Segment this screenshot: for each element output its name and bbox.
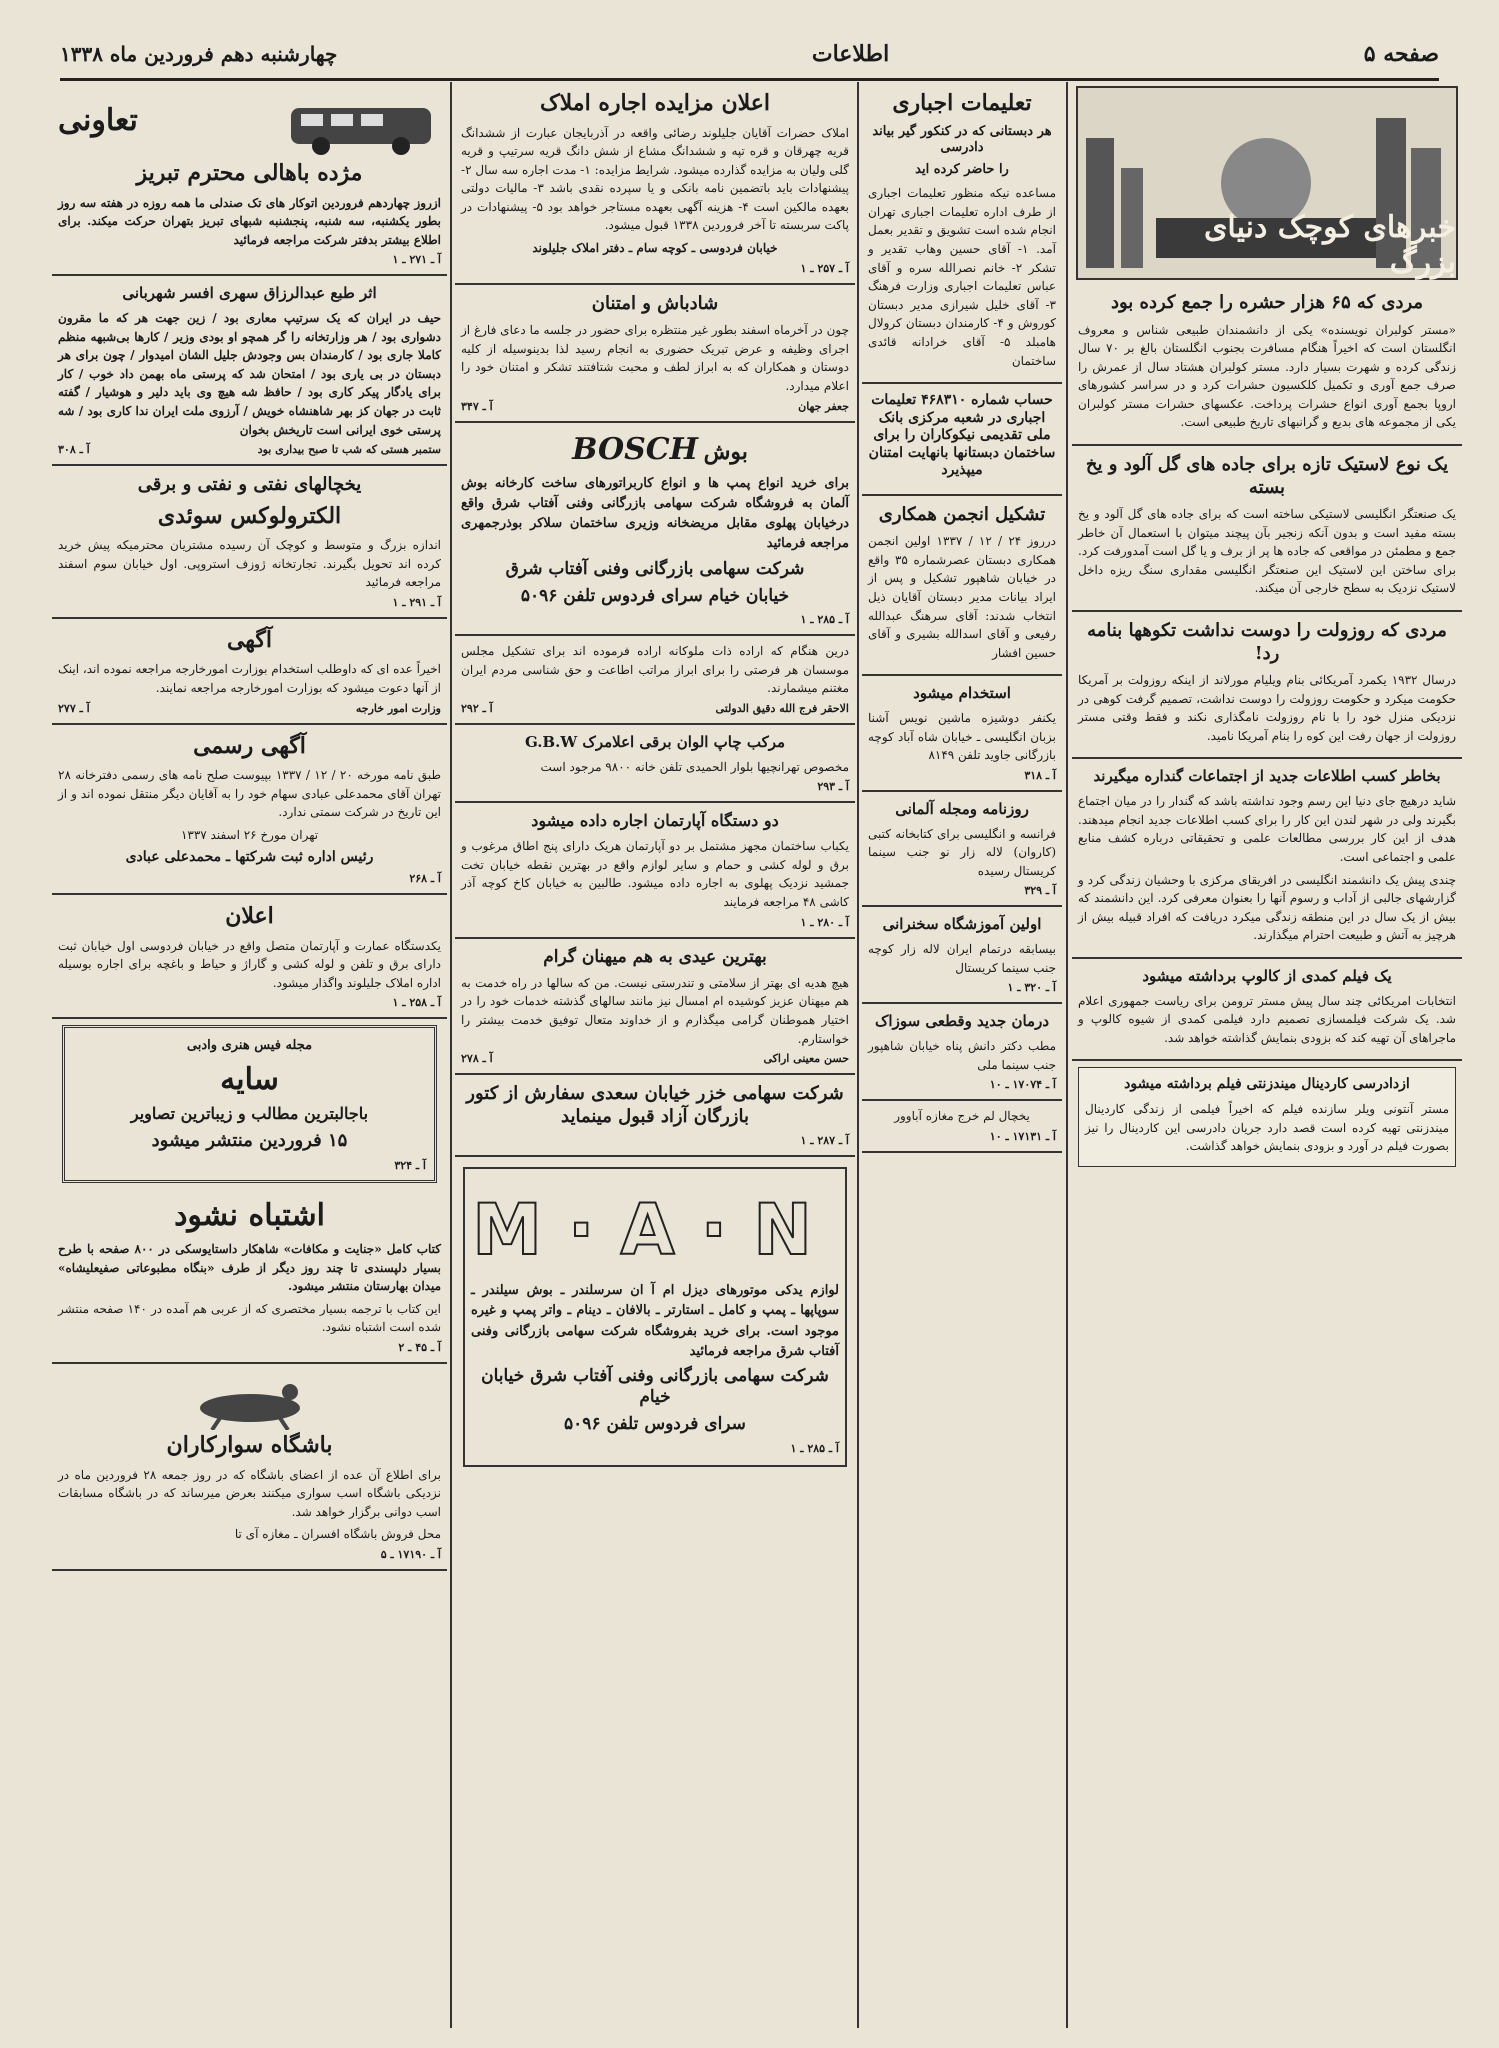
- man-logo: M·A·N: [472, 1189, 838, 1272]
- ad-headline: اولین آموزشگاه سخنرانی: [882, 915, 1042, 934]
- bank-account-notice: [862, 384, 1062, 496]
- ad-bus-company: [52, 82, 447, 276]
- column-education: [862, 82, 1062, 2028]
- column-news: [1072, 82, 1462, 2028]
- article-body: یک صنعتگر انگلیسی لاستیکی ساخته است که برای جاده های گل آلود و یخ بسته مفید است و بدون آنکه زنجیر بآن پیچند میتوان با استعمال آن خاطر جمع و مطمئن در مواقعی که جاده ها پر از برف و یا گل است آمدورفت کرد. برای ساختن این لاستیک این صنعتگر انگلیسی مقداری سنگ ریزه داخل لاستیک نزدیک به سطح خارجی آن میکند.: [1078, 507, 1456, 596]
- section-body: درروز ۲۴ / ۱۲ / ۱۳۳۷ اولین انجمن همکاری دبستان عصرشماره ۳۵ واقع در خیابان شاهپور تشکیل و پس از ایراد بیانات مدیر دبستان آقایان ذیل انتخاب شدند: آقای سرهنگ عبدالله رفیعی و آقای اسدالله بشیری و آقای حسین افشار: [868, 534, 1057, 660]
- column-ads-center: [455, 82, 855, 2028]
- ad-headline: استخدام میشود: [913, 684, 1011, 703]
- article-headline: بخاطر کسب اطلاعات جدید از اجتماعات گنداره میگیرند: [1093, 767, 1441, 786]
- ad-body: بیسابقه درتمام ایران لاله زار کوچه جنب سینما کریستال: [868, 942, 1056, 975]
- ad-lease-auction: [455, 82, 855, 285]
- ad-code: آ ـ ۳۲۴: [394, 1158, 426, 1172]
- ad-headline: اشتباه نشود: [174, 1197, 325, 1233]
- ad-foreign-ministry: [52, 619, 447, 725]
- ad-code: آ ـ ۲۸۵ ـ ۱: [800, 613, 849, 627]
- ad-bosch: [455, 423, 855, 637]
- ad-footer: خیابان فردوسی ـ کوچه سام ـ دفتر املاک جلیلوند: [532, 241, 778, 256]
- poem-title: اثر طبع عبدالرزاق سهری افسر شهربانی: [122, 284, 377, 303]
- ad-body: کتاب کامل «جنایت و مکافات» شاهکار داستایوسکی در ۸۰۰ صفحه با طرح بسیار دلپسندی تا چند روز دیگر از طرف «بنگاه مطبوعاتی صفیعلیشاه» میدان بهارستان منتشر میشود.: [58, 1242, 441, 1294]
- article-body: چندی پیش یک دانشمند انگلیسی در افریقای مرکزی با وحشیان زندگی کرد و گزارشهای جالبی از آداب و رسوم آنها را بعنوان معرفی کرد. این دانشمند که بیش از یک سال در این منطقه زندگی میکرد دریافت که افراد قبیله بیش از هرچیز به آتش و طبیعت احترام میگذارند.: [1078, 872, 1456, 943]
- banner-title: خبرهای کوچک دنیای بزرگ: [1203, 210, 1456, 280]
- article-headline: مردی که ۶۵ هزار حشره را جمع کرده بود: [1110, 292, 1424, 313]
- magazine-tagline: باجالبترین مطالب و زیباترین تصاویر: [130, 1104, 369, 1124]
- article-body: مستر آنتونی ویلر سازنده فیلم که اخیراً فیلمی از زندگی کاردینال میندزنتی تهیه کرده است قصد دارد جریان دادرسی این کاردینال را نیز بصورت فیلم در آورد و بزودی بنمایش خواهد گذاشت.: [1085, 1101, 1449, 1154]
- column-ads-left: [52, 82, 447, 2028]
- ad-headline: درمان جدید وقطعی سوزاک: [874, 1012, 1050, 1031]
- ad-code: آ ـ ۳۲۹: [1024, 884, 1056, 898]
- ad-code: آ ـ ۳۰۸: [58, 443, 90, 457]
- horse-rider-icon: [150, 1370, 350, 1430]
- ad-signature: جعفر جهان: [798, 399, 849, 413]
- ad-brand: الکترولوکس سوئدی: [157, 502, 342, 529]
- article-headline: یک فیلم کمدی از کالوپ برداشته میشود: [1142, 966, 1392, 985]
- ad-headline: آگهی رسمی: [193, 732, 306, 759]
- section-subheadline: را حاضر کرده اید: [915, 162, 1009, 177]
- ad-body: برای خرید انواع پمپ ها و انواع کاربراتورهای ساخت کارخانه بوش آلمان به فروشگاه شرکت سهامی بازرگانی وفنی آفتاب شرق واقع درخیابان پهلوی مقابل مریضخانه وزیری ساختمان سلاکر بوذرجمهری مراجعه فرمائید: [461, 476, 849, 552]
- article-body: درسال ۱۹۳۲ یکمرد آمریکائی بنام ویلیام مورلاند از اینکه روزولت بر آمریکا حکومت میکرد و حکومت روزولت را دوست نداشت، تصمیم گرفت کوهی در نزدیکی منزل خود را با نام روزولت نامگذاری نکند و فقط وقتی مستر روزولت از جهان رفت این کوه را بنام آمریکا نامید.: [1078, 673, 1456, 743]
- ad-code: آ ـ ۳۱۸: [1024, 768, 1056, 782]
- ad-treatment: [862, 1004, 1062, 1101]
- ad-sayeh-magazine: [62, 1025, 437, 1182]
- ad-headline: بهترین عیدی به هم میهنان گرام: [543, 946, 767, 967]
- paper-title: اطلاعات: [811, 41, 890, 67]
- article-mindszenty: [1078, 1067, 1456, 1166]
- section-body: مساعده نیکه منظور تعلیمات اجباری از طرف اداره تعلیمات اجباری تهران انجام شده است تشویق و تقدیر بعمل آمد. ۱- آقای حسین وهاب تقدیر و تشکر ۲- خانم نصرالله سره و آقای عباس تعلیمات اجباری وزارت فرهنگ ۳- آقای خلیل شیرازی مدیر دبستان کوروش و ۴- کارمندان دبستان کرولال هامبلد ۵- آقای خرادانه قائدی ساختمان: [868, 186, 1057, 368]
- ad-body: طبق نامه مورخه ۲۰ / ۱۲ / ۱۳۳۷ بپیوست صلح نامه های رسمی دفترخانه ۲۸ تهران آقای محمدعلی عبادی سهام خود را به آقایان دیگر منتقل نموده اند و از این تاریخ در شرکت سمتی ندارد.: [58, 768, 442, 820]
- ad-body: یکنفر دوشیزه ماشین نویس آشنا بزبان انگلیسی ـ خیابان شاه آباد کوچه بازرگانی جاوید تلفن ۸۱۴۹: [868, 711, 1056, 763]
- ad-riding-club: [52, 1364, 447, 1571]
- article-body: «مستر کولبران نویسنده» یکی از دانشمندان طبیعی شناس و معروف انگلستان است که اخیراً هنگام مسافرت بجنوب انگلستان بالغ بر ۷۰ سال زندگی کرده و شهرت بسیار دارد. مستر کولبران هشتاد سال از عمرش را صرف جمع آوری و تکمیل کلکسیون حشرات کرد و در سراسر کشورهای اروپا بجمع آوری انواع حشرات پرداخت. عکسهای حشرات مستر کولبران یکی از مجموعه های بدیع و گرانبهای تاریخ طبیعی است.: [1078, 322, 1456, 430]
- article-insects: [1072, 284, 1462, 446]
- bosch-logo: BOSCH: [572, 431, 698, 467]
- poem: [52, 276, 447, 466]
- bosch-fa: بوش: [703, 438, 748, 465]
- article-headline: یک نوع لاستیک تازه برای جاده های گل آلود و یخ بسته: [1085, 454, 1449, 498]
- ad-electrolux: [52, 466, 447, 619]
- ad-code: آ ـ ۲۶۸: [409, 872, 441, 886]
- ad-code: آ ـ ۲۵۷ ـ ۱: [800, 261, 849, 275]
- page-number: صفحه ۵: [1363, 41, 1439, 67]
- ad-code: آ ـ ۳۲۰ ـ ۱: [1007, 981, 1056, 995]
- ad-signature: حسن معینی اراکی: [763, 1052, 849, 1066]
- ad-body: ازروز چهاردهم فروردین اتوکار های تک صندلی ما همه روزه در هفته سه روز بطور یکشنبه، سه شنبه، پنجشنبه شبهای تبریز بتهران حرکت میکند. برای اطلاع بیشتر بدفتر شرکت مراجعه فرمائید: [58, 195, 441, 247]
- ad-official: [52, 725, 447, 895]
- ad-code: آ ـ ۱۷۱۹۰ ـ ۵: [380, 1547, 441, 1561]
- ad-code: آ ـ ۲۸۵ ـ ۱: [790, 1441, 839, 1455]
- ad-ink: [455, 725, 855, 803]
- cooperation-council: [862, 496, 1062, 677]
- magazine-date: ۱۵ فروردین منتشر میشود: [151, 1130, 348, 1152]
- ad-body: اندازه بزرگ و متوسط و کوچک آن رسیده مشتریان محترمیکه پیش خرید کرده اند تحویل بگیرند. تجارتخانه ژوزف استروپی. اول خیابان سوم اسفند مراجعه فرمائید: [58, 538, 441, 590]
- ad-german-magazine: [862, 792, 1062, 908]
- ad-signature: الاحقر فرج الله دقیق الدولتی: [715, 701, 849, 715]
- section-subheadline: هر دبستانی که در کنکور گیر بیاند دادرسی: [872, 123, 1052, 155]
- ad-note: این کتاب با ترجمه بسیار مختصری که از عربی هم آمده در ۱۴۰ صفحه منتشر شده است اشتباه نشود.: [58, 1301, 441, 1335]
- ad-best-gift: [455, 939, 855, 1076]
- ad-headline: شرکت سهامی خزر خیابان سعدی سفارش از کتور بازرگان آزاد قبول مینماید: [466, 1083, 844, 1127]
- ad-footer: محل فروش باشگاه افسران ـ مغازه آی تا: [234, 1527, 441, 1542]
- ad-body: درین هنگام که اراده ذات ملوکانه اراده فرموده اند برای تشکیل مجلس موسسان هر فرصتی را برای ابراز مراتب اطاعت و حق شناسی مردم ایران مغتنم میشمارند.: [461, 644, 849, 696]
- ad-body: مطب دکتر دانش پناه خیابان شاهپور جنب سینما ملی: [868, 1039, 1056, 1072]
- ad-code: آ ـ ۲۷۱ ـ ۱: [392, 253, 441, 267]
- ad-headline: یخچالهای نفتی و نفتی و برقی: [137, 474, 362, 496]
- ad-body: املاک حضرات آقایان جلیلوند رضائی واقعه در آذربایجان عبارت از ششدانگ قریه چهرقان و قره تپه و ششدانگ مشاع از شش دانگ قریه سرتیپ و قریه گلی ولیان به مزایده گذارده میشود. شرایط مزایده: ۱- مدت اجاره سه سال ۲- پیشنهادات باید باتضمین نامه بانکی و یا سپرده نقدی باشد ۳- مالیات دولتی بعهده مالکین است ۴- هزینه آگهی بعهده مستاجر خواهد بود ۵- پیشنهادات در پاکت سربسته تا آخر فروردین ۱۳۳۸ قبول میشود.: [461, 125, 849, 233]
- ad-body: هیچ هدیه ای بهتر از سلامتی و تندرستی نیست. من که سالها در راه خدمت به هم میهنان عزیز کوشیده ام امسال نیز مانند سالهای گذشته خدمات خود را در اختیار هموطنان گرامی میگذارم و از خداوند متعال توفیق خدمت بیشتر را خواستارم.: [461, 975, 849, 1046]
- ad-hiring: [862, 676, 1062, 792]
- ad-address: خیابان خیام سرای فردوس تلفن ۵۰۹۶: [520, 585, 790, 606]
- ad-company: شرکت سهامی بازرگانی وفنی آفتاب شرق: [505, 558, 805, 579]
- ad-headline: شادباش و امتنان: [591, 292, 719, 314]
- ad-man-engines: [463, 1167, 847, 1466]
- page-header: [60, 30, 1439, 81]
- poem-last-line: ستمبر هستی که شب تا صبح بیداری بود: [257, 443, 441, 457]
- ad-body: یخچال لم خرج مغازه آباوور: [894, 1109, 1030, 1124]
- magazine-title: سایه: [220, 1061, 279, 1097]
- small-news-banner: [1076, 86, 1458, 280]
- ad-code: آ ـ ۲۹۱ ـ ۱: [392, 595, 441, 609]
- column-rule: [857, 82, 859, 2028]
- poem-body: حیف در ایران که یک سرتیپ معاری بود / زین جهت هر که ما مقرون دشواری بود / هر وزارتخانه را گر همچو او بودی وزیر / کارها بی‌شبهه منظم کاملا جاری بود / کارمندان بس وجودش جلیل الشان امیدوار / چون برای هر دبستان در بی یاری بود / امتحان شد که پرستی ماه بهمن داد خوب / کار برای یادگار پیکر کاری بود / حافظ شه هیچ وی باید دلیر و هوشیار / گفته ثابت در جهان کز بهر شاهنشاه خویش / آرزوی ملت ایران ندا کاری بود / شه پرستی خوی ایرانی است تاریخش بخوان: [58, 311, 441, 437]
- ad-body: برای اطلاع آن عده از اعضای باشگاه که در روز جمعه ۲۸ فروردین ماه در نزدیکی باشگاه اسب سواری میکنند بعرض میرساند که در باشگاه مسابقات اسب دوانی برگزار خواهد شد.: [58, 1467, 441, 1519]
- company-logo: تعاونی: [58, 103, 138, 139]
- column-rule: [450, 82, 452, 2028]
- ad-headline: اعلان مزایده اجاره املاک: [539, 90, 770, 116]
- ad-code: آ ـ ۴۵ ـ ۲: [398, 1341, 441, 1355]
- ad-code: آ ـ ۲۹۲: [461, 701, 493, 715]
- article-headline: ازدادرسی کاردینال میندزنتی فیلم برداشته میشود: [1124, 1076, 1410, 1093]
- ad-signature: وزارت امور خارجه: [355, 701, 441, 715]
- ad-body: یکباب ساختمان مجهز مشتمل بر دو آپارتمان هریک دارای پنج اطاق مرغوب و برق و لوله کشی و حمام و سایر لوازم واقع در بهترین نقطه خیابان تخت جمشید نزدیک پهلوی به اجاره داده میشود. طالبین به خیابان کاخ کوچه آذر کاشی ۴۸ مراجعه فرمایند: [461, 839, 849, 909]
- article-gathering: [1072, 759, 1462, 959]
- ad-body: اخیراً عده ای که داوطلب استخدام بوزارت امورخارجه مراجعه نموده اند، اینک از آنها دعوت میشود که بوزارت امورخارجه مراجعه نمایند.: [58, 662, 441, 696]
- ad-khazar: [455, 1075, 855, 1157]
- article-tire: [1072, 446, 1462, 612]
- ad-code: آ ـ ۱۷۱۳۱ ـ ۱۰: [989, 1129, 1056, 1143]
- ad-body: لوازم یدکی موتورهای دیزل ام آ ان سرسلندر ـ بوش سیلندر ـ سوپاپها ـ پمپ و کامل ـ استارتر ـ بالافان ـ دینام ـ واتر پمپ و غیره موجود است. برای خرید بفروشگاه شرکت سهامی بازرگانی وفنی آفتاب شرق مراجعه فرمائید: [471, 1283, 839, 1359]
- compulsory-education-section: [862, 82, 1062, 384]
- section-headline: تشکیل انجمن همکاری: [878, 503, 1046, 525]
- ad-code: آ ـ ۲۸۰ ـ ۱: [800, 915, 849, 929]
- ad-headline: مژده باهالی محترم تبریز: [136, 160, 363, 186]
- ad-code: آ ـ ۲۹۳: [817, 780, 849, 794]
- ad-body: فرانسه و انگلیسی برای کتابخانه کتبی (کاروان) لاله زار نو جنب سینما کریستال رسیده: [868, 826, 1056, 878]
- ad-code: آ ـ ۲۵۸ ـ ۱: [392, 996, 441, 1010]
- section-headline: تعلیمات اجباری: [892, 90, 1032, 116]
- ad-headline: مرکب چاپ الوان برقی اعلامرک G.B.W: [524, 732, 786, 751]
- bus-icon: [281, 88, 441, 158]
- ad-loyalty: [455, 636, 855, 725]
- ad-signature: رئیس اداره ثبت شرکتها ـ محمدعلی عبادی: [125, 848, 374, 865]
- ad-address: سرای فردوس تلفن ۵۰۹۶: [564, 1414, 746, 1435]
- ad-headline: باشگاه سوارکاران: [166, 1432, 333, 1459]
- ad-announcement: [52, 895, 447, 1019]
- ad-code: آ ـ ۲۷۷: [58, 701, 90, 715]
- ad-headline: دو دستگاه آپارتمان اجاره داده میشود: [531, 811, 779, 831]
- ad-body: چون در آخرماه اسفند بطور غیر منتظره برای حضور در جلسه ما دعای فارغ از اجرای وظیفه و عرض تبریک حضوری به انجام رسید لذا بدینوسیله از کلیه دوستان و همکاران که به ابراز لطف و محبت شتافتند تشکر و امتنان خود را اعلام میدارد.: [461, 323, 849, 393]
- ad-headline: اعلان: [225, 903, 274, 930]
- column-rule: [1066, 82, 1068, 2028]
- ad-speech-school: [862, 907, 1062, 1004]
- ad-date: تهران مورخ ۲۶ اسفند ۱۳۳۷: [180, 827, 319, 842]
- ad-headline: آگهی: [226, 626, 273, 653]
- ad-code: آ ـ ۱۷۰۷۴ ـ ۱۰: [989, 1078, 1056, 1092]
- article-roosevelt: [1072, 612, 1462, 759]
- ad-code: آ ـ ۳۴۷: [461, 399, 493, 413]
- article-headline: مردی که روزولت را دوست نداشت تکوهها بنامه رد!: [1087, 620, 1447, 664]
- ad-apartment: [455, 803, 855, 938]
- article-body: شاید درهیچ جای دنیا این رسم وجود نداشته باشد که گندار را در میان اجتماع بگیرند ولی در شهر لندن این کار را برای کسب اطلاعات جدید انجام میدهند. هدف از این کار بررسی مطالعات علمی و تحقیقاتی درباره کشف منابع علمی و اجتماعی است.: [1078, 794, 1456, 864]
- article-gallup: [1072, 959, 1462, 1062]
- ad-company: شرکت سهامی بازرگانی وفنی آفتاب شرق خیابان خیام: [481, 1365, 829, 1408]
- magazine-pre: مجله فیس هنری وادبی: [186, 1038, 313, 1054]
- ad-code: آ ـ ۲۷۸: [461, 1052, 493, 1066]
- ad-book: [52, 1189, 447, 1364]
- notice-text: حساب شماره ۴۶۸۳۱۰ تعلیمات اجباری در شعبه مرکزی بانک ملی تقدیمی نیکوکاران را برای ساختمان دبستانها بانهایت امتنان میپذیرد: [868, 392, 1056, 479]
- issue-date: چهارشنبه دهم فروردین ماه ۱۳۳۸: [60, 42, 338, 66]
- ad-code: آ ـ ۲۸۷ ـ ۱: [800, 1134, 849, 1148]
- ad-fridge: [862, 1101, 1062, 1153]
- ad-body: مخصوص تهرانچیها بلوار الحمیدی تلفن خانه ۹۸۰۰ مرجود است: [540, 759, 849, 774]
- ad-body: یکدستگاه عمارت و آپارتمان متصل واقع در خیابان فردوسی اول خیابان ثبت دارای برق و تلفن و لوله کشی و گاراژ و حیاط و باغچه برای اجاره بوسیله اداره املاک جلیلوند واگذار میشود.: [58, 938, 441, 990]
- ad-congratulations: [455, 285, 855, 423]
- ad-headline: روزنامه ومجله آلمانی: [895, 799, 1029, 818]
- article-body: انتخابات امریکائی چند سال پیش مستر ترومن برای ریاست جمهوری اعلام شد. یک شرکت فیلمسازی تصمیم دارد فیلمی کمدی از شیوه کالوپ و ماجراهای آن تهیه کند که بزودی بنمایش گذاشته خواهد شد.: [1078, 993, 1456, 1045]
